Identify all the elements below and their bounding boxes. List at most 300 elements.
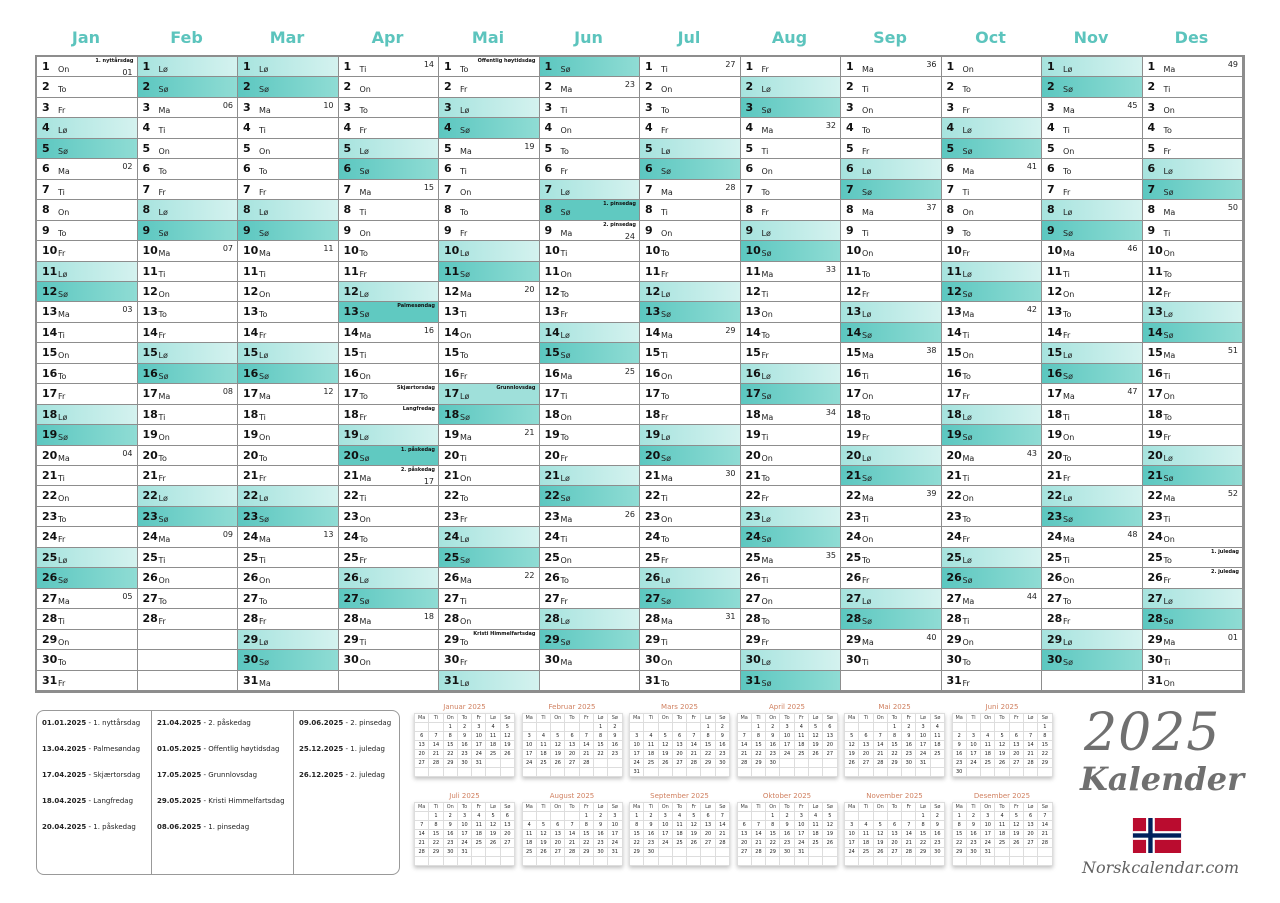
day-number: 12 (745, 284, 761, 298)
day-number: 24 (645, 530, 661, 544)
day-number: 9 (846, 223, 854, 237)
day-cell (540, 630, 641, 650)
day-cell (37, 507, 138, 527)
mini-day: 24 (608, 839, 622, 848)
day-cell (741, 364, 842, 384)
day-cell (1042, 364, 1143, 384)
day-cell (841, 507, 942, 527)
day-cell (942, 671, 1043, 691)
week-number: 23 (624, 80, 635, 90)
holiday-item (157, 745, 279, 753)
day-cell (841, 425, 942, 445)
weekday-label: Ma (58, 167, 70, 177)
day-cell (540, 241, 641, 261)
weekday-label: Fr (761, 351, 769, 361)
weekday-label: Sø (1163, 330, 1174, 340)
mini-day: 27 (1023, 839, 1037, 848)
weekday-label: Ti (158, 555, 166, 565)
weekday-label: To (1063, 310, 1072, 320)
weekday-label: Ti (962, 617, 970, 627)
day-number: 21 (142, 469, 158, 483)
week-number: 38 (926, 346, 937, 356)
weekday-label: Lø (158, 351, 168, 361)
day-cell (439, 568, 540, 588)
day-cell (540, 527, 641, 547)
mini-day: 23 (443, 839, 457, 848)
day-cell (138, 180, 239, 200)
day-number: 21 (343, 469, 359, 483)
mini-day (593, 768, 607, 777)
weekday-label: Fr (862, 433, 870, 443)
weekday-label: Ma (359, 474, 372, 484)
day-cell (1042, 589, 1143, 609)
weekday-label: Ti (460, 310, 467, 320)
day-number: 28 (343, 612, 359, 626)
week-number: 01 (122, 68, 133, 77)
day-cell (238, 384, 339, 404)
weekday-label: On (1063, 576, 1075, 586)
weekday-label: Lø (460, 678, 470, 688)
mini-day: 8 (766, 821, 780, 830)
mini-day: 14 (873, 741, 887, 750)
weekday-label: To (661, 535, 670, 545)
mini-day: 2 (644, 812, 658, 821)
day-cell (138, 98, 239, 118)
mini-day: 20 (551, 839, 565, 848)
day-number: 4 (142, 121, 151, 135)
mini-weekday: Lø (593, 714, 607, 723)
day-cell (238, 282, 339, 302)
mini-day (551, 857, 565, 866)
day-number: 17 (142, 387, 158, 401)
mini-day: 18 (930, 741, 944, 750)
mini-day (808, 848, 822, 857)
mini-day (522, 768, 536, 777)
holiday-item (157, 771, 257, 779)
mini-day (522, 723, 536, 732)
day-cell (741, 671, 842, 691)
day-cell (1143, 486, 1244, 506)
weekday-label: Fr (460, 371, 468, 381)
day-number: 6 (846, 162, 854, 176)
mini-day: 29 (579, 848, 593, 857)
mini-weekday: Fr (902, 714, 916, 723)
mini-day (780, 759, 794, 768)
holiday-name: - 1. nyttårsdag (86, 719, 141, 727)
mini-day: 24 (981, 839, 995, 848)
mini-day: 2 (715, 723, 729, 732)
weekday-label: To (962, 371, 971, 381)
weekday-label: Ti (560, 392, 568, 402)
mini-day: 18 (644, 750, 658, 759)
mini-weekday: To (995, 714, 1009, 723)
day-number: 6 (1147, 162, 1156, 176)
mini-day: 2 (966, 812, 980, 821)
mini-day (457, 857, 471, 866)
day-cell (138, 568, 239, 588)
weekday-label: Sø (661, 167, 671, 177)
weekday-label: Lø (460, 249, 470, 259)
day-cell (1143, 589, 1244, 609)
day-cell (841, 446, 942, 466)
day-cell (238, 446, 339, 466)
week-number: 15 (423, 182, 434, 192)
weekday-label: Ti (962, 187, 970, 197)
day-number: 6 (544, 162, 553, 176)
mini-day: 4 (794, 723, 808, 732)
day-cell (138, 200, 239, 220)
day-cell (138, 282, 239, 302)
day-cell (741, 650, 842, 670)
day-cell (138, 609, 239, 629)
day-number: 19 (42, 428, 58, 442)
day-cell (942, 77, 1043, 97)
month-header: Oct (975, 28, 1006, 47)
mini-weekday: Lø (701, 714, 715, 723)
day-cell (439, 589, 540, 609)
day-cell (1143, 180, 1244, 200)
day-number: 6 (444, 162, 452, 176)
day-number: 9 (1047, 223, 1055, 237)
weekday-label: Ma (560, 85, 573, 95)
day-cell (1143, 282, 1244, 302)
mini-day (429, 768, 443, 777)
mini-weekday: Ti (859, 714, 873, 723)
day-number: 19 (946, 428, 962, 442)
mini-day: 11 (995, 821, 1009, 830)
weekday-label: On (259, 576, 271, 586)
day-number: 16 (343, 366, 359, 380)
day-cell (540, 118, 641, 138)
mini-day: 8 (701, 732, 715, 741)
day-number: 27 (745, 591, 761, 605)
day-cell (439, 282, 540, 302)
day-number: 6 (946, 162, 955, 176)
day-number: 15 (343, 346, 359, 360)
day-number: 30 (745, 653, 761, 667)
mini-calendar-title: Oktober 2025 (762, 792, 812, 800)
weekday-label: To (158, 453, 167, 463)
mini-day: 4 (672, 812, 686, 821)
week-number: 48 (1127, 530, 1138, 540)
weekday-label: Fr (1163, 146, 1171, 156)
day-number: 26 (1147, 571, 1163, 585)
mini-day: 29 (916, 848, 930, 857)
day-number: 18 (946, 407, 962, 421)
day-number: 17 (343, 387, 359, 401)
weekday-label: Ma (862, 494, 874, 504)
day-cell (138, 57, 239, 77)
weekday-label: On (761, 596, 773, 606)
mini-day: 17 (658, 830, 672, 839)
mini-day: 27 (500, 839, 514, 848)
day-cell (37, 671, 138, 691)
weekday-label: Ti (58, 474, 65, 484)
day-cell (640, 118, 741, 138)
weekday-label: Ma (1063, 105, 1075, 115)
day-cell (138, 139, 239, 159)
weekday-label: To (1163, 412, 1172, 422)
mini-day (701, 857, 715, 866)
mini-day: 1 (766, 812, 780, 821)
mini-day: 8 (630, 821, 644, 830)
mini-day: 17 (457, 830, 471, 839)
mini-day: 3 (630, 732, 644, 741)
day-number: 14 (946, 325, 962, 339)
mini-day (737, 768, 751, 777)
mini-day: 9 (766, 732, 780, 741)
day-cell (439, 180, 540, 200)
mini-day: 5 (687, 812, 701, 821)
day-cell (1042, 384, 1143, 404)
weekday-label: Sø (962, 289, 973, 299)
day-cell (238, 650, 339, 670)
mini-weekday: Lø (701, 803, 715, 812)
weekday-label: Ti (862, 228, 869, 238)
weekday-label: On (962, 637, 974, 647)
day-number: 29 (846, 632, 862, 646)
mini-day: 18 (981, 750, 995, 759)
day-number: 4 (1047, 121, 1055, 135)
day-number: 24 (42, 530, 58, 544)
day-number: 8 (946, 203, 955, 217)
weekday-label: Sø (58, 146, 68, 156)
day-cell (339, 384, 440, 404)
mini-day (902, 857, 916, 866)
day-cell (640, 159, 741, 179)
day-number: 18 (1047, 407, 1063, 421)
mini-day: 17 (780, 741, 794, 750)
mini-weekday: Ti (644, 714, 658, 723)
day-cell (339, 200, 440, 220)
weekday-label: Sø (761, 535, 772, 545)
mini-day: 7 (751, 821, 765, 830)
day-cell (942, 507, 1043, 527)
weekday-label: Fr (962, 105, 970, 115)
weekday-label: Ti (1063, 555, 1070, 565)
weekday-label: To (1163, 555, 1172, 565)
holiday-item (42, 719, 140, 727)
day-number: 12 (946, 284, 962, 298)
mini-calendar-title: Februar 2025 (548, 703, 596, 711)
day-cell (238, 57, 339, 77)
mini-day: 15 (751, 741, 765, 750)
mini-day (794, 857, 808, 866)
day-cell (238, 77, 339, 97)
day-cell (238, 486, 339, 506)
mini-day (859, 768, 873, 777)
mini-day: 16 (952, 750, 966, 759)
mini-day: 11 (644, 741, 658, 750)
day-cell (841, 118, 942, 138)
weekday-label: Fr (158, 617, 166, 627)
month-header: Des (1174, 28, 1209, 47)
day-number: 12 (243, 284, 259, 298)
mini-weekday: Lø (593, 803, 607, 812)
mini-day: 21 (579, 750, 593, 759)
day-number: 25 (1147, 550, 1163, 564)
day-cell (1042, 446, 1143, 466)
day-number: 12 (544, 284, 560, 298)
day-number: 12 (645, 284, 661, 298)
weekday-label: Lø (58, 126, 68, 136)
day-number: 27 (544, 591, 560, 605)
week-number: 10 (323, 100, 334, 110)
day-number: 28 (1147, 612, 1163, 626)
day-number: 12 (1147, 284, 1163, 298)
day-cell (942, 302, 1043, 322)
mini-weekday: Lø (486, 803, 500, 812)
day-number: 9 (42, 223, 50, 237)
mini-weekday: Sø (715, 803, 729, 812)
day-number: 5 (846, 141, 854, 155)
day-number: 17 (243, 387, 259, 401)
weekday-label: Ti (58, 617, 65, 627)
weekday-label: Sø (962, 433, 973, 443)
mini-day: 9 (644, 821, 658, 830)
month-header: Mar (269, 28, 305, 47)
day-number: 6 (343, 162, 352, 176)
day-number: 6 (243, 162, 251, 176)
weekday-label: Fr (359, 412, 367, 422)
day-number: 10 (544, 244, 560, 258)
day-number: 5 (745, 141, 754, 155)
mini-day: 11 (859, 830, 873, 839)
mini-day: 15 (630, 830, 644, 839)
day-cell (640, 282, 741, 302)
day-number: 28 (946, 612, 962, 626)
weekday-label: Ma (560, 658, 573, 668)
day-cell (339, 609, 440, 629)
mini-weekday: Lø (1023, 714, 1037, 723)
weekday-label: Sø (1063, 371, 1073, 381)
weekday-label: Ma (761, 555, 774, 565)
day-cell (439, 221, 540, 241)
mini-day: 3 (966, 732, 980, 741)
weekday-label: Lø (661, 576, 671, 586)
day-number: 15 (1147, 346, 1163, 360)
mini-day: 20 (672, 750, 686, 759)
weekday-label: Ma (761, 269, 774, 279)
mini-calendar (522, 701, 623, 777)
day-number: 14 (1047, 325, 1063, 339)
mini-day (930, 768, 944, 777)
day-number: 21 (1047, 469, 1063, 483)
mini-day: 9 (593, 821, 607, 830)
mini-weekday: To (995, 803, 1009, 812)
mini-day: 9 (966, 821, 980, 830)
day-cell (741, 466, 842, 486)
mini-day (1023, 848, 1037, 857)
mini-day: 7 (737, 732, 751, 741)
day-cell (942, 323, 1043, 343)
day-cell (942, 486, 1043, 506)
day-number: 16 (846, 366, 862, 380)
mini-day (981, 768, 995, 777)
day-number: 24 (343, 530, 359, 544)
mini-day: 11 (808, 821, 822, 830)
day-number: 2 (1047, 80, 1055, 94)
day-number: 18 (1147, 407, 1163, 421)
mini-day: 6 (1009, 732, 1023, 741)
day-number: 25 (42, 550, 58, 564)
day-cell (339, 507, 440, 527)
day-number: 21 (645, 469, 661, 483)
weekday-label: Fr (761, 65, 769, 74)
weekday-label: Sø (158, 85, 169, 95)
day-cell (138, 343, 239, 363)
mini-day (429, 857, 443, 866)
mini-day (823, 857, 837, 866)
holiday-item (42, 823, 136, 831)
month-header: Feb (170, 28, 203, 47)
mini-day (658, 857, 672, 866)
weekday-label: Lø (58, 269, 68, 279)
holiday-date: 25.12.2025 (299, 745, 344, 753)
day-cell (1042, 466, 1143, 486)
day-number: 6 (142, 162, 151, 176)
day-number: 12 (444, 284, 460, 298)
week-number: 26 (624, 509, 635, 519)
mini-weekday: Ti (644, 803, 658, 812)
day-cell (540, 200, 641, 220)
mini-day: 23 (952, 759, 966, 768)
weekday-label: On (1163, 105, 1175, 115)
day-number: 2 (444, 80, 452, 94)
day-number: 14 (243, 325, 259, 339)
week-number: 51 (1227, 346, 1238, 356)
mini-day (536, 857, 550, 866)
mini-day (687, 857, 701, 866)
holiday-label: 1. juledag (1210, 548, 1239, 555)
mini-weekday: Fr (579, 803, 593, 812)
mini-day: 26 (687, 839, 701, 848)
day-cell (1042, 425, 1143, 445)
mini-day (500, 759, 514, 768)
weekday-label: Ti (1063, 269, 1070, 279)
weekday-label: Ti (359, 208, 367, 218)
mini-day: 14 (565, 830, 579, 839)
day-number: 3 (343, 100, 352, 114)
mini-weekday: Sø (930, 714, 944, 723)
mini-day: 23 (593, 839, 607, 848)
day-number: 13 (946, 305, 962, 319)
day-number: 22 (1047, 489, 1063, 503)
weekday-label: Sø (661, 453, 671, 463)
mini-day: 27 (859, 759, 873, 768)
holiday-name: - Langfredag (86, 797, 134, 805)
mini-day: 25 (981, 759, 995, 768)
day-cell (942, 282, 1043, 302)
mini-day: 14 (715, 821, 729, 830)
mini-weekday: Ti (859, 803, 873, 812)
day-cell (439, 159, 540, 179)
mini-weekday: Ma (630, 803, 644, 812)
day-number: 15 (142, 346, 158, 360)
mini-day: 5 (536, 821, 550, 830)
day-number: 3 (1147, 100, 1156, 114)
weekday-label: To (962, 228, 971, 238)
weekday-label: Fr (58, 249, 66, 259)
weekday-label: On (259, 433, 271, 443)
day-cell (741, 200, 842, 220)
weekday-label: Lø (1063, 494, 1073, 504)
mini-day: 5 (995, 732, 1009, 741)
day-cell (37, 548, 138, 568)
mini-day: 12 (995, 741, 1009, 750)
weekday-label: Ma (359, 617, 372, 627)
week-number: 45 (1127, 100, 1138, 110)
